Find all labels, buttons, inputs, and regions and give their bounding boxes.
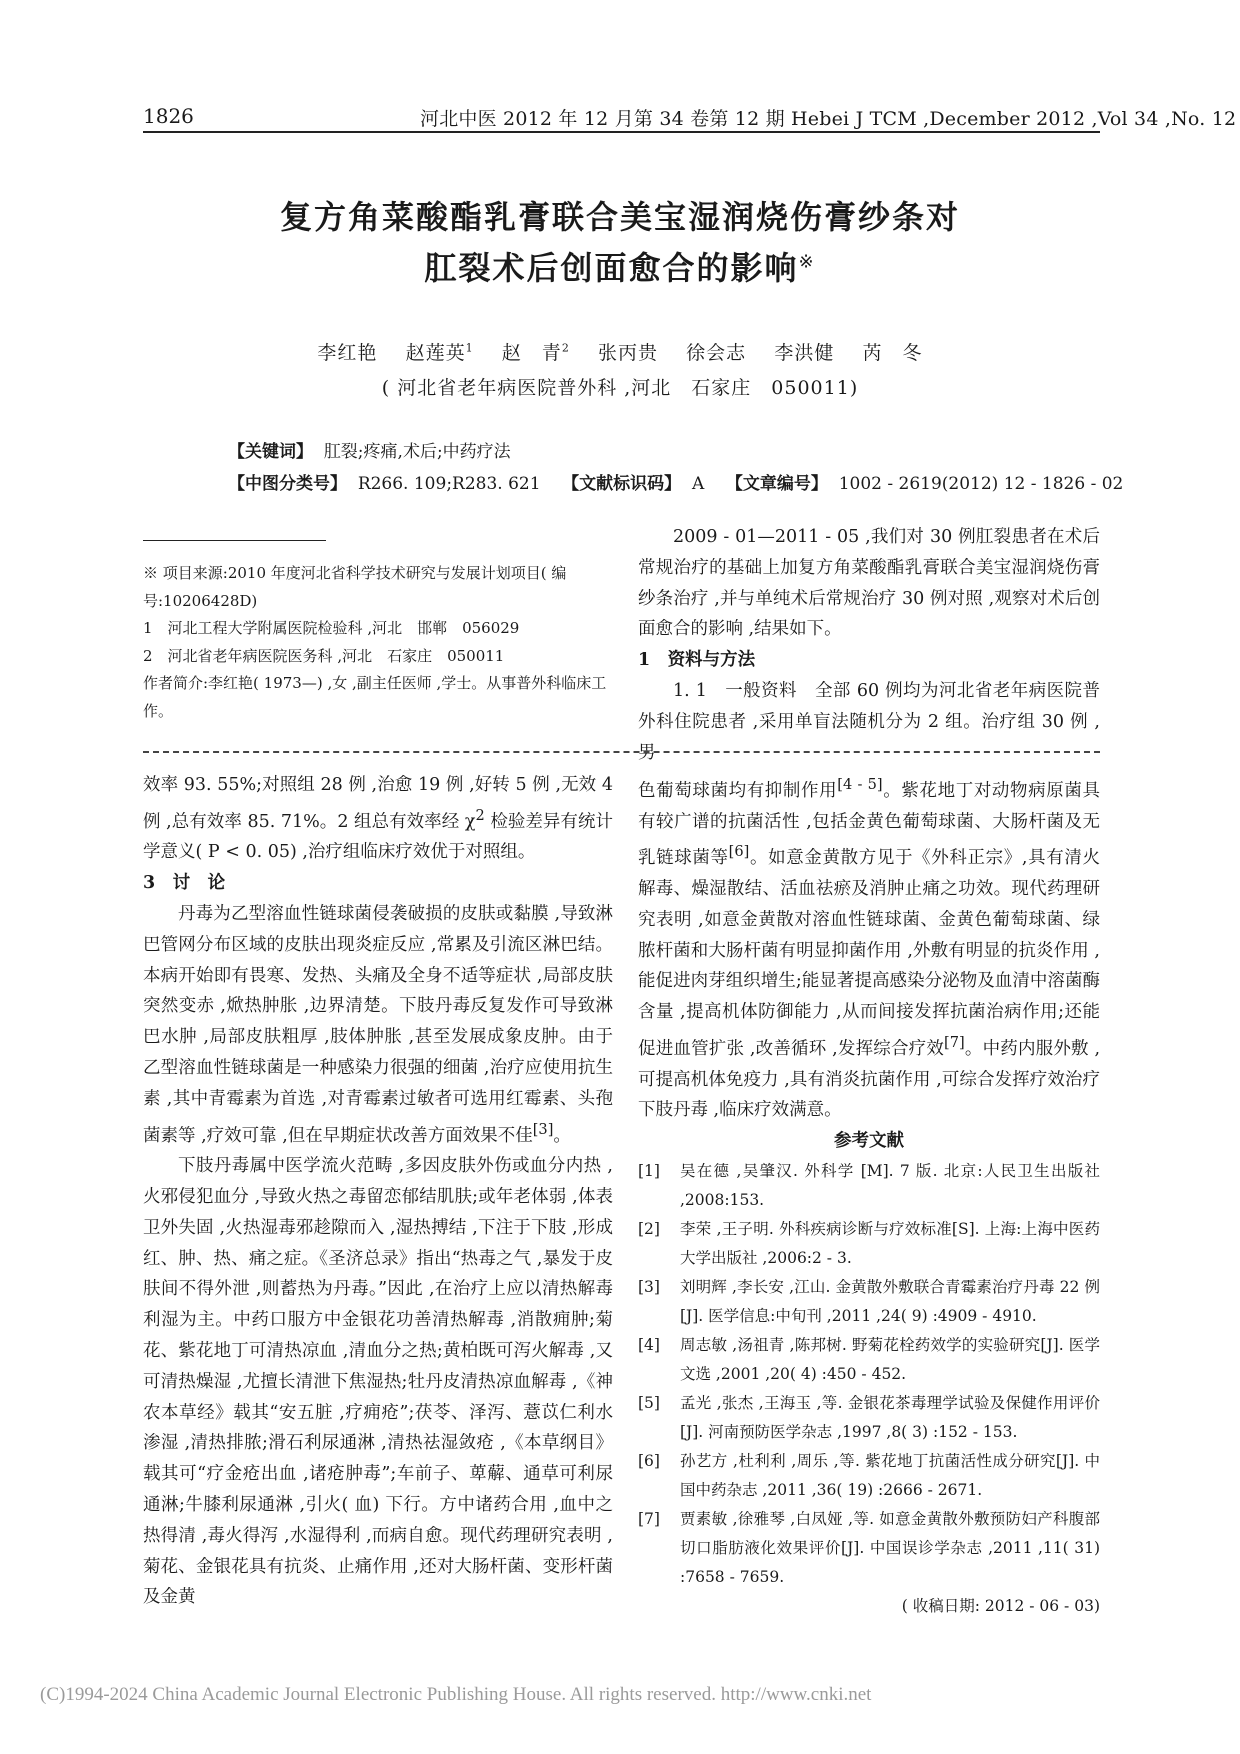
author-list: 李红艳 赵莲英$^1$ 赵 青$^2$ 张丙贵 徐会志 李洪健 芮 冬 bbox=[317, 341, 923, 364]
section-3-heading: 3 讨 论 bbox=[143, 873, 226, 894]
section-1-1-paragraph: 1. 1 一般资料 全部 60 例均为河北省老年病医院普外科住院患者 ,采用单盲法随机分为 2 组。治疗组 30 例 ,男 bbox=[638, 680, 1100, 763]
discussion-paragraph-1: 丹毒为乙型溶血性链球菌侵袭破损的皮肤或黏膜 ,导致淋巴管网分布区域的皮肤出现炎症反应 ,常累及引流区淋巴结。本病开始即有畏寒、发热、头痛及全身不适等症状 ,局部皮肤突然变赤 ,焮热肿胀 ,边界清楚。下肢丹毒反复发作可导致淋巴水肿 ,局部皮肤粗厚 ,肢体肿胀 ,甚至发展成象皮肿。由于乙型溶血性链球菌是一种感染力很强的细菌 ,治疗应使用抗生素 ,其中青霉素为首选 ,对青霉素过敏者可选用红霉素、头孢菌素等 ,疗效可靠 ,但在早期症状改善方面效果不佳[3]。 bbox=[143, 904, 613, 1146]
left-column bbox=[143, 770, 613, 1613]
efficacy-paragraph: 效率 93. 55%;对照组 28 例 ,治愈 19 例 ,好转 5 例 ,无效 4 例 ,总有效率 85. 71%。2 组总有效率经 $\chi^2$ 检验差异有统计学意义( P < 0. 05) ,治疗组临床疗效优于对照组。 bbox=[143, 775, 613, 863]
affiliation: ( 河北省老年病医院普外科 ,河北 石家庄 050011) bbox=[381, 377, 859, 399]
received-date: ( 收稿日期: 2012 - 06 - 03) bbox=[901, 1597, 1100, 1616]
reference-item: [2] 李荣 ,王子明. 外科疾病诊断与疗效标准[S]. 上海:上海中医药大学出版社 ,2006:2 - 3. bbox=[638, 1220, 1100, 1268]
references-heading: 参考文献 bbox=[834, 1131, 904, 1152]
classification-line: 【中图分类号】 R266. 109;R283. 621 【文献标识码】 A 【文章编号】 1002 - 2619(2012) 12 - 1826 - 02 bbox=[228, 474, 1124, 494]
reference-item: [4] 周志敏 ,汤祖青 ,陈邦树. 野菊花栓药效学的实验研究[J]. 医学文选 ,2001 ,20( 4) :450 - 452. bbox=[638, 1336, 1100, 1384]
footnote-affil-2: 2 河北省老年病医院医务科 ,河北 石家庄 050011 bbox=[143, 646, 505, 665]
right-column bbox=[638, 770, 1100, 1621]
reference-item: [7] 贾素敏 ,徐雅琴 ,白凤娅 ,等. 如意金黄散外敷预防妇产科腹部切口脂肪液化效果评价[J]. 中国误诊学杂志 ,2011 ,11( 31) :7658 - 7659. bbox=[638, 1510, 1100, 1587]
footnote-funding: ※ 项目来源:2010 年度河北省科学技术研究与发展计划项目( 编号:10206428D) bbox=[143, 564, 567, 610]
footnote-author-bio: 作者简介:李红艳( 1973—) ,女 ,副主任医师 ,学士。从事普外科临床工作。 bbox=[143, 674, 607, 720]
footnote-affil-1: 1 河北工程大学附属医院检验科 ,河北 邯郸 056029 bbox=[143, 619, 520, 637]
continuation-divider bbox=[143, 751, 1100, 753]
keywords: 【关键词】 肛裂;疼痛,术后;中药疗法 bbox=[228, 442, 511, 462]
discussion-paragraph-3: 色葡萄球菌均有抑制作用[4 - 5]。紫花地丁对动物病原菌具有较广谱的抗菌活性 ,包括金黄色葡萄球菌、大肠杆菌及无乳链球菌等[6]。如意金黄散方见于《外科正宗》,具有清火解毒、燥湿散结、活血祛瘀及消肿止痛之功效。现代药理研究表明 ,如意金黄散对溶血性链球菌、金黄色葡萄球菌、绿脓杆菌和大肠杆菌有明显抑菌作用 ,外敷有明显的抗炎作用 ,能促进肉芽组织增生;能显著提高感染分泌物及血清中溶菌酶含量 ,提高机体防御能力 ,从而间接发挥抗菌治病作用;还能促进血管扩张 ,改善循环 ,发挥综合疗效[7]。中药内服外敷 ,可提高机体免疫力 ,具有消炎抗菌作用 ,可综合发挥疗效治疗下肢丹毒 ,临床疗效满意。 bbox=[638, 776, 1101, 1121]
footnotes bbox=[143, 560, 613, 725]
footnote-rule bbox=[143, 540, 326, 541]
page-number: 1826 bbox=[143, 104, 194, 128]
intro-column bbox=[638, 522, 1100, 768]
intro-paragraph: 2009 - 01—2011 - 05 ,我们对 30 例肛裂患者在术后常规治疗的基础上加复方角菜酸酯乳膏联合美宝湿润烧伤膏纱条治疗 ,并与单纯术后常规治疗 30 例对照 ,观察对术后创面愈合的影响 ,结果如下。 bbox=[638, 527, 1100, 640]
reference-item: [6] 孙艺方 ,杜利利 ,周乐 ,等. 紫花地丁抗菌活性成分研究[J]. 中国中药杂志 ,2011 ,36( 19) :2666 - 2671. bbox=[638, 1452, 1100, 1500]
reference-item: [1] 吴在德 ,吴肇汉. 外科学 [M]. 7 版. 北京:人民卫生出版社 ,2008:153. bbox=[638, 1162, 1100, 1210]
copyright-footer: (C)1994-2024 China Academic Journal Electronic Publishing House. All rights reserved. http://www.cnki.net bbox=[40, 1684, 872, 1705]
section-1-heading: 1 资料与方法 bbox=[638, 650, 756, 671]
reference-item: [3] 刘明辉 ,李长安 ,江山. 金黄散外敷联合青霉素治疗丹毒 22 例[J]. 医学信息:中旬刊 ,2011 ,24( 9) :4909 - 4910. bbox=[638, 1278, 1100, 1326]
journal-header: 河北中医 2012 年 12 月第 34 卷第 12 期 Hebei J TCM ,December 2012 ,Vol 34 ,No. 12 bbox=[420, 108, 1237, 130]
article-title-line2: 肛裂术后创面愈合的影响※ bbox=[424, 249, 816, 287]
discussion-paragraph-2: 下肢丹毒属中医学流火范畴 ,多因皮肤外伤或血分内热 ,火邪侵犯血分 ,导致火热之毒留恋郁结肌肤;或年老体弱 ,体表卫外失固 ,火热湿毒邪趁隙而入 ,湿热搏结 ,下注于下肢 ,形成红、肿、热、痛之症。《圣济总录》指出“热毒之气 ,暴发于皮肤间不得外泄 ,则蓄热为丹毒。”因此 ,在治疗上应以清热解毒利湿为主。中药口服方中金银花功善清热解毒 ,消散痈肿;菊花、紫花地丁可清热凉血 ,清血分之热;黄柏既可泻火解毒 ,又可清热燥湿 ,尤擅长清泄下焦湿热;牡丹皮清热凉血解毒 ,《神农本草经》载其“安五脏 ,疗痈疮”;茯苓、泽泻、薏苡仁利水渗湿 ,清热排脓;滑石利尿通淋 ,清热祛湿敛疮 ,《本草纲目》载其可“疗金疮出血 ,诸疮肿毒”;车前子、萆薢、通草可利尿通淋;牛膝利尿通淋 ,引火( 血) 下行。方中诸药合用 ,血中之热得清 ,毒火得泻 ,水湿得利 ,而病自愈。现代药理研究表明 ,菊花、金银花具有抗炎、止痛作用 ,还对大肠杆菌、变形杆菌及金黄 bbox=[143, 1156, 613, 1608]
reference-item: [5] 孟光 ,张杰 ,王海玉 ,等. 金银花茶毒理学试验及保健作用评价[J]. 河南预防医学杂志 ,1997 ,8( 3) :152 - 153. bbox=[638, 1394, 1100, 1442]
reference-list bbox=[638, 1157, 1100, 1592]
article-title-line1: 复方角菜酸酯乳膏联合美宝湿润烧伤膏纱条对 bbox=[279, 198, 960, 236]
header-rule bbox=[143, 131, 1100, 133]
funding-mark: ※ bbox=[798, 251, 816, 273]
